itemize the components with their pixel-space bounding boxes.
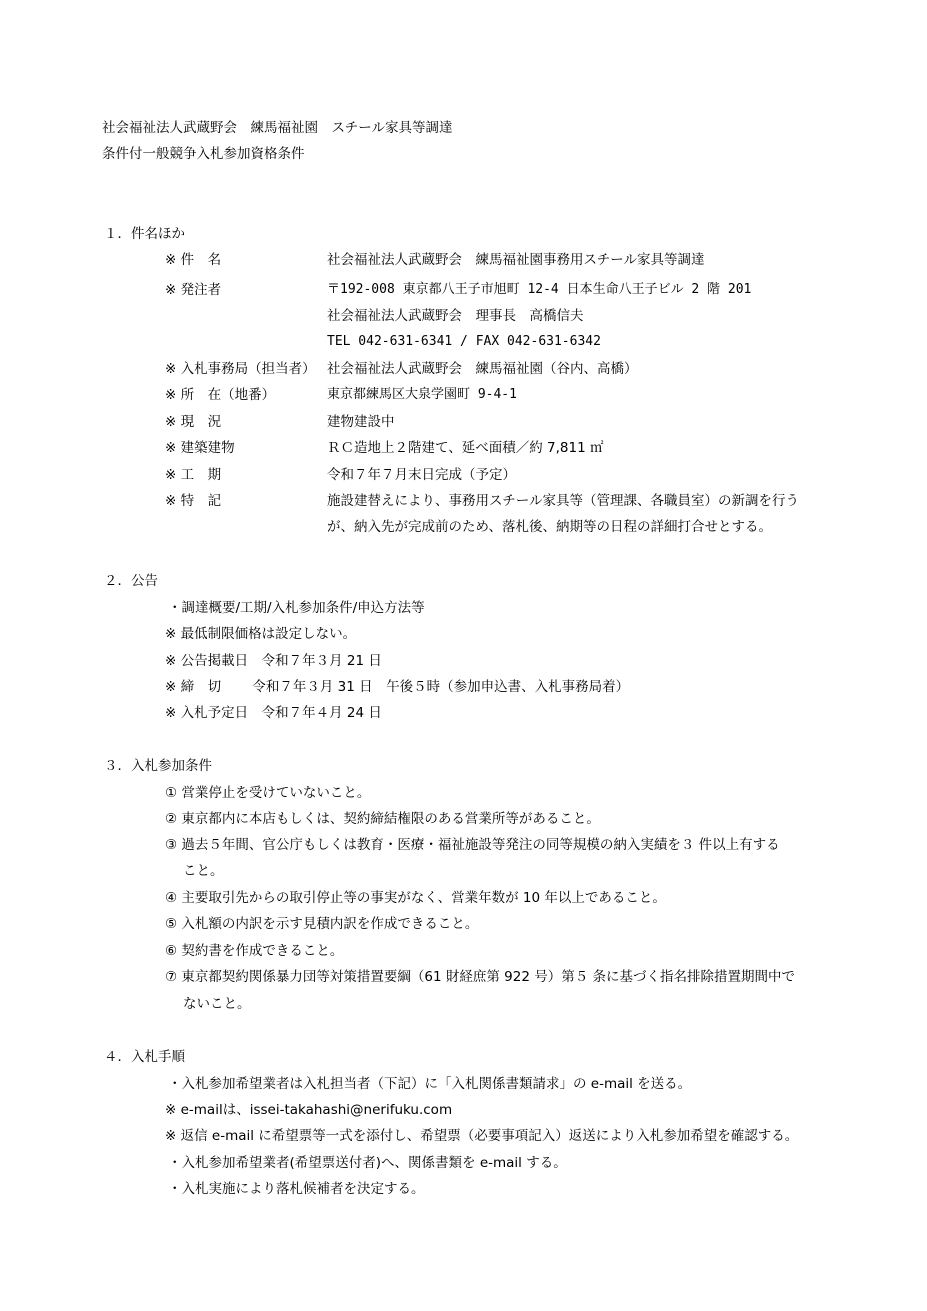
field-label-note: ※ 特 記 [165,493,222,509]
list-item: ・入札実施により落札候補者を決定する。 [168,1181,425,1197]
list-item: ※ 返信 e-mail に希望票等一式を添付し、希望票（必要事項記入）返送により入札参加希望を確認する。 [165,1128,799,1144]
list-item: ※ 締 切 令和７年３月 31 日 午後５時（参加申込書、入札事務局着） [165,679,630,695]
field-value-office: 社会福祉法人武蔵野会 練馬福祉園（谷内、高橋） [327,361,638,377]
field-label-location: ※ 所 在（地番） [165,387,276,403]
list-item: ① 営業停止を受けていないこと。 [165,785,371,801]
list-item: ※ e-mailは、issei-takahashi@nerifuku.com [165,1102,453,1118]
section-heading: ２．公告 [104,573,158,589]
field-label-period: ※ 工 期 [165,467,222,483]
list-item: ・入札参加希望業者(希望票送付者)へ、関係書類を e-mail する。 [168,1155,567,1171]
document-title: 社会福祉法人武蔵野会 練馬福祉園 スチール家具等調達 [102,120,453,136]
field-value-orderer-name: 社会福祉法人武蔵野会 理事長 高橋信夫 [327,308,584,324]
list-item: ③ 過去５年間、官公庁もしくは教育・医療・福祉施設等発注の同等規模の納入実績を３ 件以上有する [165,837,780,853]
field-label-subject: ※ 件 名 [165,252,222,268]
document-subtitle: 条件付一般競争入札参加資格条件 [102,146,305,162]
field-label-office: ※ 入札事務局（担当者） [165,361,316,377]
field-label-status: ※ 現 況 [165,414,222,430]
section-heading: ４．入札手順 [104,1049,185,1065]
field-value-orderer-contact: TEL 042-631-6341 / FAX 042-631-6342 [327,334,601,349]
field-value-status: 建物建設中 [327,414,395,430]
list-item: ※ 最低制限価格は設定しない。 [165,626,357,642]
field-value-note-line2: が、納入先が完成前のため、落札後、納期等の日程の詳細打合せとする。 [327,519,772,535]
list-item: ⑦ 東京都契約関係暴力団等対策措置要綱（61 財経庶第 922 号）第５ 条に基づく指名排除措置期間中で [165,969,796,985]
list-item: ※ 入札予定日 令和７年４月 24 日 [165,705,382,721]
section-heading: ３．入札参加条件 [104,758,212,774]
list-item: ・入札参加希望業者は入札担当者（下記）に「入札関係書類請求」の e-mail を送る。 [168,1076,692,1092]
field-label-orderer: ※ 発注者 [165,282,222,298]
field-value-orderer-address: 〒192-008 東京都八王子市旭町 12-4 日本生命八王子ビル 2 階 201 [327,282,752,297]
list-item-continuation: こと。 [183,863,224,879]
field-value-building: ＲＣ造地上２階建て、延べ面積／約 7,811 ㎡ [327,440,604,456]
field-value-note-line1: 施設建替えにより、事務用スチール家具等（管理課、各職員室）の新調を行う [327,493,799,509]
list-item: ※ 公告掲載日 令和７年３月 21 日 [165,653,382,669]
field-value-location: 東京都練馬区大泉学園町 9-4-1 [327,387,517,402]
list-item: ④ 主要取引先からの取引停止等の事実がなく、営業年数が 10 年以上であること。 [165,890,666,906]
list-item: ② 東京都内に本店もしくは、契約締結権限のある営業所等があること。 [165,811,600,827]
section-heading: １．件名ほか [104,226,185,242]
field-label-building: ※ 建築建物 [165,440,235,456]
field-value-subject: 社会福祉法人武蔵野会 練馬福祉園事務用スチール家具等調達 [327,252,705,268]
list-item-continuation: ないこと。 [183,996,251,1012]
list-item: ⑥ 契約書を作成できること。 [165,943,344,959]
list-item: ⑤ 入札額の内訳を示す見積内訳を作成できること。 [165,916,479,932]
field-value-period: 令和７年７月末日完成（予定） [327,467,516,483]
list-item: ・調達概要/工期/入札参加条件/申込方法等 [168,600,425,616]
